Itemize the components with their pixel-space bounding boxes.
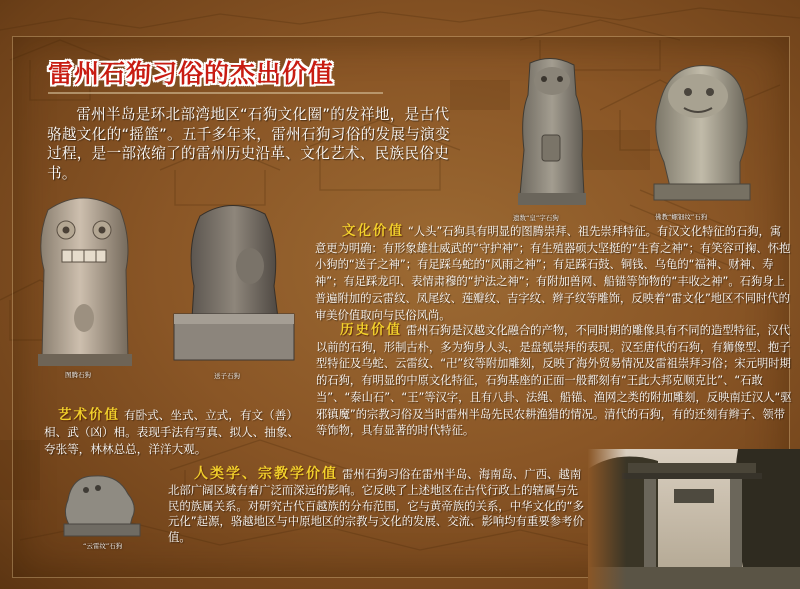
section-body-historical: 雷州石狗是汉越文化融合的产物，不同时期的雕像具有不同的造型特征，汉代以前的石狗，形制古朴，多为狗身人头，是盘瓠崇拜的表现。汉至唐代的石狗，有狮像型、抱子型特征及乌蛇、云雷纹、“卍”纹等附加雕刻，反映了海外贸易情况及雷祖崇拜习俗；宋元明时期的石狗，有明显的中原文化特征，石狗基座的正面一般都刻有“王此大邦克顺克比”、“石敢当”、“泰山石”、“王”等汉字，且有八卦、法绳、船锚、渔网之类的附加雕刻，反映南迁汉人“驱邪镇魔”的宗教习俗及当时雷州半岛先民农耕渔猎的情况。清代的石狗，有的还刻有辫子、领带等饰物，具有显著的时代特征。 <box>316 324 792 438</box>
caption-statue-child: 送子石狗 <box>214 372 240 380</box>
memorial-archway-photo <box>588 449 800 589</box>
caption-statue-cloud: “云雷纹”石狗 <box>83 542 123 550</box>
section-anthropology-value <box>168 467 586 546</box>
section-heading-historical: 历史价值 <box>340 322 402 338</box>
statue-totem <box>28 190 138 368</box>
caption-statue-huang: 遗数“皇”字石狗 <box>513 214 559 222</box>
statue-huang-character <box>512 55 592 210</box>
section-body-artistic: 有卧式、坐式、立式，有文（善）相、武（凶）相。表现手法有写真、拟人、抽象、夸张等，林林总总，洋洋大观。 <box>44 408 300 456</box>
section-body-anthropology: 雷州石狗习俗在雷州半岛、海南岛、广西、越南北部广阔区域有着广泛而深远的影响。它反映了上述地区在古代行政上的辖属与先民的族属关系。对研究古代百越族的分布范围，它与黄帝族的关系，中华文化的“多元化”起源，骆越地区与中原地区的宗教与文化的发展、交流、影响均有重要参考价值。 <box>168 467 584 545</box>
page-title: 雷州石狗习俗的杰出价值 <box>48 59 335 88</box>
statue-child-giving <box>170 196 300 368</box>
section-heading-anthropology: 人类学、宗教学价值 <box>194 466 338 482</box>
section-artistic-value <box>44 407 310 458</box>
section-body-cultural: “人头”石狗具有明显的图腾崇拜、祖先崇拜特征。有汉文化特征的石狗，寓意更为明确：有形象雄壮威武的“守护神”；有生殖器硕大坚挺的“生育之神”；有笑容可掬、怀抱小狗的“送子之神”；有足踩乌蛇的“风雨之神”；有足踩石鼓、铜钱、乌龟的“福神、财神、寿神”；有足踩龙印、表情肃穆的“护法之神”；有附加兽网、船锚等饰物的“丰收之神”。石狗身上普遍附加的云雷纹、凤尾纹、莲瓣纹、吉字纹、辫子纹等雕饰，反映着“雷文化”地区不同时代的审美价值取向与民俗风尚。 <box>315 225 791 322</box>
section-historical-value <box>316 322 792 440</box>
caption-statue-buddhist: 佛教“螺钿纹”石狗 <box>655 213 708 221</box>
caption-statue-totem: 图腾石狗 <box>65 371 91 379</box>
intro-paragraph: 雷州半岛是环北部湾地区“石狗文化圈”的发祥地，是古代骆越文化的“摇篮”。五千多年来，雷州石狗习俗的发展与演变过程，是一部浓缩了的雷州历史沿革、文化艺术、民族民俗史书。 <box>47 106 450 182</box>
statue-buddhist-luodian <box>640 62 760 212</box>
title-underline <box>48 92 383 94</box>
section-heading-artistic: 艺术价值 <box>58 407 120 423</box>
section-heading-cultural: 文化价值 <box>342 223 404 239</box>
statue-cloud-thunder <box>58 466 144 540</box>
section-cultural-value <box>315 223 792 324</box>
